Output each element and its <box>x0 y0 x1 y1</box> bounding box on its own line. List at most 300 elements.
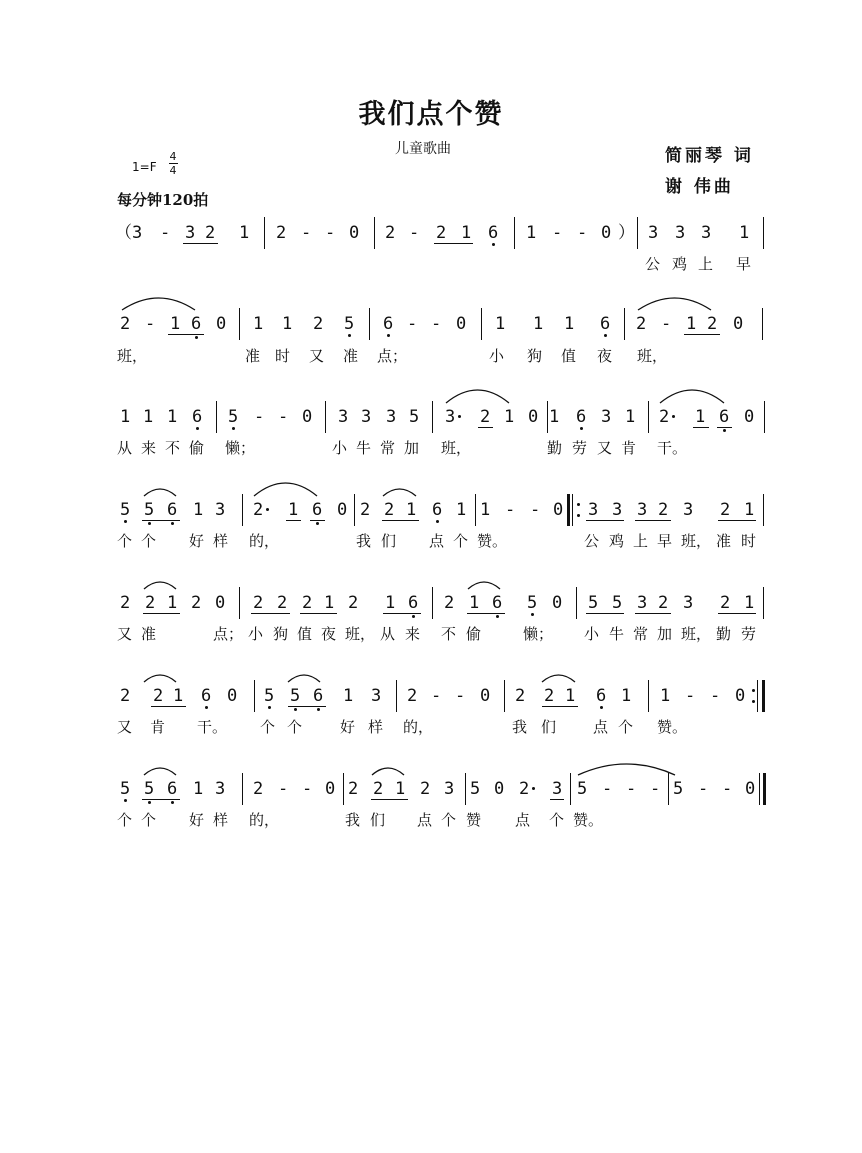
lyric: 又 <box>117 718 133 736</box>
low-octave-dot <box>124 799 127 802</box>
note: 6 <box>383 314 394 334</box>
slur <box>468 582 500 589</box>
note: 6 <box>596 686 607 706</box>
note: 2 <box>384 500 395 520</box>
barline <box>432 587 433 619</box>
lyric: 点； <box>213 625 244 643</box>
lyric: 鸡 <box>672 255 688 273</box>
note: 0 <box>494 779 505 799</box>
note: 3 <box>683 593 694 613</box>
low-octave-dot <box>148 801 151 804</box>
lyric: 勤 <box>716 625 732 643</box>
low-octave-dot <box>124 520 127 523</box>
lyric: 不 <box>165 439 181 457</box>
low-octave-dot <box>268 706 271 709</box>
lyric: 赞。 <box>573 811 604 829</box>
tempo-marking: 每分钟120拍 <box>117 191 209 209</box>
note: 1 <box>480 500 491 520</box>
lyric: 劳 <box>741 625 757 643</box>
low-octave-dot <box>723 429 726 432</box>
note: 5 <box>228 407 239 427</box>
note: 3 <box>588 500 599 520</box>
note: 2 <box>444 593 455 613</box>
note: 2 <box>205 223 216 243</box>
lyric: 点 <box>429 532 445 550</box>
underline <box>586 520 624 521</box>
slur <box>144 768 176 775</box>
note: 5 <box>612 593 623 613</box>
lyric: 们 <box>541 718 557 736</box>
low-octave-dot <box>195 336 198 339</box>
lyric: 又 <box>597 439 613 457</box>
lyricist-credit: 简丽琴 词 <box>665 146 754 166</box>
note: 0 <box>733 314 744 334</box>
lyric: 小 <box>489 347 505 365</box>
lyric: 点 <box>593 718 609 736</box>
dash: - <box>577 223 588 243</box>
note: 1 <box>167 407 178 427</box>
dash: - <box>505 500 516 520</box>
note: 2 <box>544 686 555 706</box>
note: 2 <box>515 686 526 706</box>
note: 1 <box>143 407 154 427</box>
lyric: 加 <box>404 439 420 457</box>
barline <box>763 494 764 526</box>
lyric: 个 <box>117 532 133 550</box>
barline <box>624 308 625 340</box>
low-octave-dot <box>171 801 174 804</box>
note: 1 <box>621 686 632 706</box>
lyric: 又 <box>309 347 325 365</box>
barline <box>343 773 344 805</box>
note: 5 <box>120 779 131 799</box>
note: 0 <box>553 500 564 520</box>
barline <box>481 308 482 340</box>
note: 0 <box>302 407 313 427</box>
barline <box>576 587 577 619</box>
dash: - <box>278 779 289 799</box>
note: 5 <box>144 779 155 799</box>
note: 6 <box>576 407 587 427</box>
note: 2 <box>120 686 131 706</box>
lyric: 点 <box>417 811 433 829</box>
barline <box>254 680 255 712</box>
lyric: 好 <box>189 532 205 550</box>
barline <box>374 217 375 249</box>
underline <box>717 427 732 428</box>
lyric: 个 <box>441 811 457 829</box>
barline <box>757 680 758 712</box>
underline <box>434 243 473 244</box>
note: 2 <box>276 223 287 243</box>
lyric: 我 <box>345 811 361 829</box>
note: 3 <box>701 223 712 243</box>
note: 2 <box>407 686 418 706</box>
lyric: 我 <box>356 532 372 550</box>
note: 5 <box>527 593 538 613</box>
note: 1 <box>395 779 406 799</box>
lyric: 个 <box>260 718 276 736</box>
lyric: 从 <box>117 439 133 457</box>
barline <box>759 773 760 805</box>
lyric: 好 <box>189 811 205 829</box>
dash: - <box>685 686 696 706</box>
barline <box>465 773 466 805</box>
subtitle: 儿童歌曲 <box>395 141 451 157</box>
dash: - <box>455 686 466 706</box>
lyric: 上 <box>633 532 649 550</box>
lyric: 准 <box>245 347 261 365</box>
low-octave-dot <box>205 706 208 709</box>
barline <box>648 680 649 712</box>
note: 1 <box>406 500 417 520</box>
underline <box>718 520 756 521</box>
underline <box>151 706 186 707</box>
dash: - <box>650 779 661 799</box>
low-octave-dot <box>196 427 199 430</box>
note: 3 <box>637 500 648 520</box>
lyric: 样 <box>213 532 229 550</box>
barline <box>264 217 265 249</box>
lyric: 班， <box>441 439 472 457</box>
lyric: 赞。 <box>477 532 508 550</box>
dash: - <box>325 223 336 243</box>
note: 2 <box>145 593 156 613</box>
note: 3 <box>675 223 686 243</box>
underline <box>635 613 671 614</box>
dash: - <box>409 223 420 243</box>
note: 0 <box>744 407 755 427</box>
low-octave-dot <box>294 708 297 711</box>
note: 5 <box>144 500 155 520</box>
barline <box>763 217 764 249</box>
slur <box>144 489 176 496</box>
slur <box>288 675 320 682</box>
low-octave-dot <box>496 615 499 618</box>
lyric: 们 <box>370 811 386 829</box>
barline <box>396 680 397 712</box>
note: 2 <box>720 593 731 613</box>
note: 2 <box>253 593 264 613</box>
lyric: 小 <box>248 625 264 643</box>
lyric: 班， <box>117 347 148 365</box>
lyric: 又 <box>117 625 133 643</box>
underline <box>382 520 419 521</box>
note: 2 <box>360 500 371 520</box>
note: 3 <box>371 686 382 706</box>
note: 2 <box>385 223 396 243</box>
time-signature-top: 4 <box>169 150 177 163</box>
low-octave-dot <box>171 522 174 525</box>
lyric: 干。 <box>657 439 688 457</box>
barline <box>242 773 243 805</box>
note: 2 <box>120 593 131 613</box>
dash: - <box>254 407 265 427</box>
note: 1 <box>565 686 576 706</box>
note: 5 <box>120 500 131 520</box>
note: 2 <box>348 593 359 613</box>
lyric: 样 <box>213 811 229 829</box>
lyric: 小 <box>332 439 348 457</box>
lyric: 上 <box>698 255 714 273</box>
note: 6 <box>192 407 203 427</box>
low-octave-dot <box>412 615 415 618</box>
slur <box>383 489 416 496</box>
note: 0 <box>325 779 336 799</box>
low-octave-dot <box>348 334 351 337</box>
thick-barline <box>763 773 766 805</box>
note: 1 <box>469 593 480 613</box>
lyric: 准 <box>716 532 732 550</box>
lyric: 时 <box>741 532 757 550</box>
underline <box>300 613 337 614</box>
note: 6 <box>167 500 178 520</box>
low-octave-dot <box>436 520 439 523</box>
lyric: 劳 <box>572 439 588 457</box>
underline <box>478 427 493 428</box>
lyric: 个 <box>618 718 634 736</box>
lyric: 班， <box>681 532 712 550</box>
note: 2 <box>658 500 669 520</box>
dash: - <box>626 779 637 799</box>
repeat-dot <box>577 514 580 517</box>
note: 1 <box>461 223 472 243</box>
lyric: 个 <box>141 532 157 550</box>
barline <box>354 494 355 526</box>
dash: - <box>278 407 289 427</box>
note: 0 <box>216 314 227 334</box>
lyric: 值 <box>561 347 577 365</box>
underline <box>288 706 326 707</box>
lyric: 鸡 <box>609 532 625 550</box>
note: 1 <box>456 500 467 520</box>
note: 2 <box>436 223 447 243</box>
lyric: 的， <box>403 718 434 736</box>
underline <box>286 520 301 521</box>
note: 5 <box>577 779 588 799</box>
barline <box>475 494 476 526</box>
slur <box>446 390 509 403</box>
underline <box>183 243 218 244</box>
barline <box>514 217 515 249</box>
lyric: 常 <box>380 439 396 457</box>
lyric: 公 <box>584 532 600 550</box>
lyric: 常 <box>633 625 649 643</box>
note: 6 <box>408 593 419 613</box>
lyric: 我 <box>512 718 528 736</box>
note: 6 <box>600 314 611 334</box>
underline <box>310 520 325 521</box>
lyric: 牛 <box>609 625 625 643</box>
slur <box>372 768 404 775</box>
note: 1 <box>739 223 750 243</box>
note: 1 <box>120 407 131 427</box>
lyric: 样 <box>368 718 384 736</box>
note: 5 <box>344 314 355 334</box>
note: 6 <box>432 500 443 520</box>
note: 2 <box>348 779 359 799</box>
note: 1 <box>744 500 755 520</box>
note: 2 <box>153 686 164 706</box>
underline <box>693 427 709 428</box>
lyric: 狗 <box>273 625 289 643</box>
lyric: 个 <box>117 811 133 829</box>
barline <box>369 308 370 340</box>
underline <box>142 520 180 521</box>
note: 2 <box>302 593 313 613</box>
underline <box>635 520 671 521</box>
barline <box>504 680 505 712</box>
underline <box>550 799 564 800</box>
composer-credit: 谢 伟曲 <box>665 177 734 197</box>
low-octave-dot <box>531 613 534 616</box>
underline <box>168 334 204 335</box>
note: 0 <box>735 686 746 706</box>
note: 0 <box>480 686 491 706</box>
dash: - <box>552 223 563 243</box>
low-octave-dot <box>492 243 495 246</box>
note: 2 <box>253 500 264 520</box>
lyric: 肯 <box>150 718 166 736</box>
lyric: 班， <box>637 347 668 365</box>
note: 2 <box>277 593 288 613</box>
underline <box>684 334 720 335</box>
note: 1 <box>533 314 544 334</box>
lyric: 懒； <box>225 439 256 457</box>
low-octave-dot <box>600 706 603 709</box>
dash: - <box>407 314 418 334</box>
slur <box>144 675 176 682</box>
lyric: 偷 <box>466 625 482 643</box>
barline <box>570 773 571 805</box>
note: 1 <box>282 314 293 334</box>
lyric: 点 <box>515 811 531 829</box>
underline <box>142 799 180 800</box>
note: 3 <box>338 407 349 427</box>
lyric: 小 <box>584 625 600 643</box>
note: 6 <box>313 686 324 706</box>
lyric: 从 <box>380 625 396 643</box>
note: 0 <box>456 314 467 334</box>
note: 0 <box>349 223 360 243</box>
barline <box>432 401 433 433</box>
note: 3 <box>185 223 196 243</box>
note: 3 <box>612 500 623 520</box>
lyric: 早 <box>736 255 752 273</box>
note: 1 <box>504 407 515 427</box>
note: 3 <box>215 500 226 520</box>
note: 2 <box>720 500 731 520</box>
dash: - <box>530 500 541 520</box>
dash: - <box>698 779 709 799</box>
lyric: 不 <box>441 625 457 643</box>
lyric: 赞 <box>466 811 482 829</box>
barline <box>763 587 764 619</box>
note: 3 <box>132 223 143 243</box>
note: 2 <box>253 779 264 799</box>
repeat-dot <box>752 700 755 703</box>
lyric: 好 <box>340 718 356 736</box>
barline <box>764 401 765 433</box>
paren: （ <box>115 223 132 243</box>
note: 1 <box>343 686 354 706</box>
note: 1 <box>625 407 636 427</box>
lyric: 牛 <box>356 439 372 457</box>
time-signature-bottom: 4 <box>169 164 177 177</box>
slur <box>638 298 711 310</box>
note: 3 <box>648 223 659 243</box>
note: 2 <box>707 314 718 334</box>
note: 6 <box>488 223 499 243</box>
augmentation-dot <box>672 415 675 418</box>
lyric: 来 <box>405 625 421 643</box>
low-octave-dot <box>580 427 583 430</box>
augmentation-dot <box>266 508 269 511</box>
lyric: 夜 <box>321 625 337 643</box>
note: 1 <box>193 500 204 520</box>
lyric: 班， <box>345 625 376 643</box>
lyric: 个 <box>453 532 469 550</box>
note: 1 <box>167 593 178 613</box>
slur <box>578 764 675 775</box>
slur <box>660 390 724 403</box>
underline <box>718 613 756 614</box>
dash: - <box>722 779 733 799</box>
note: 1 <box>495 314 506 334</box>
note: 3 <box>552 779 563 799</box>
underline <box>383 613 421 614</box>
note: 6 <box>167 779 178 799</box>
note: 3 <box>683 500 694 520</box>
lyric: 勤 <box>547 439 563 457</box>
note: 1 <box>660 686 671 706</box>
barline <box>242 494 243 526</box>
note: 6 <box>191 314 202 334</box>
repeat-dot <box>752 689 755 692</box>
lyric: 时 <box>275 347 291 365</box>
key-signature: 1=F <box>132 160 157 174</box>
lyric: 班， <box>681 625 712 643</box>
note: 2 <box>420 779 431 799</box>
lyric: 个 <box>549 811 565 829</box>
note: 5 <box>409 407 420 427</box>
low-octave-dot <box>316 522 319 525</box>
augmentation-dot <box>458 415 461 418</box>
low-octave-dot <box>232 427 235 430</box>
slur <box>254 483 317 496</box>
repeat-dot <box>577 503 580 506</box>
dash: - <box>431 686 442 706</box>
note: 1 <box>239 223 250 243</box>
dash: - <box>302 779 313 799</box>
note: 3 <box>601 407 612 427</box>
lyric: 来 <box>141 439 157 457</box>
note: 3 <box>637 593 648 613</box>
note: 2 <box>313 314 324 334</box>
lyric: 准 <box>343 347 359 365</box>
dash: - <box>602 779 613 799</box>
barline <box>325 401 326 433</box>
barline <box>637 217 638 249</box>
barline <box>547 401 548 433</box>
underline <box>467 613 505 614</box>
note: 2 <box>120 314 131 334</box>
note: 3 <box>445 407 456 427</box>
slur <box>144 582 176 589</box>
note: 0 <box>337 500 348 520</box>
lyric: 赞。 <box>657 718 688 736</box>
note: 6 <box>492 593 503 613</box>
